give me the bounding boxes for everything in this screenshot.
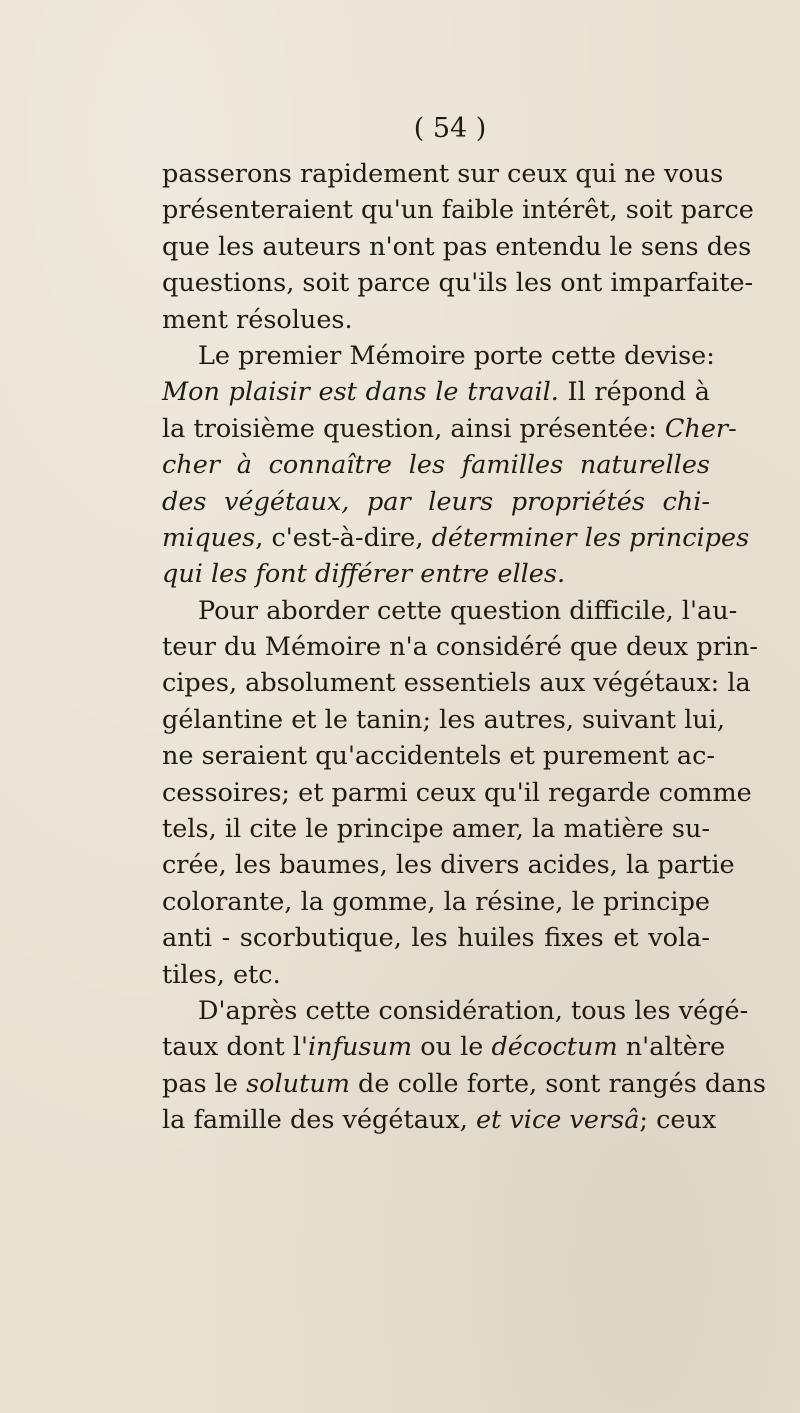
italic-text-segment: cher à connaître les familles naturelles — [162, 450, 710, 481]
text-line — [162, 957, 710, 993]
text-segment: Il répond à — [558, 377, 710, 408]
text-segment: ou le — [412, 1032, 492, 1063]
text-segment: taux dont l' — [162, 1032, 308, 1063]
text-segment: cipes, absolument essentiels aux végétaux: la — [162, 668, 751, 699]
text-segment: colorante, la gomme, la résine, le principe — [162, 886, 710, 917]
text-segment: Pour aborder cette question difficile, l'au- — [198, 595, 738, 626]
text-line — [162, 847, 735, 883]
text-line — [162, 484, 710, 520]
text-segment: ne seraient qu'accidentels et purement ac- — [162, 741, 716, 772]
text-line — [162, 447, 710, 483]
text-line — [162, 993, 749, 1029]
text-segment: anti - scorbutique, les huiles fixes et vola- — [162, 923, 710, 954]
text-line — [162, 192, 754, 228]
text-segment: questions, soit parce qu'ils les ont imparfaite- — [162, 268, 754, 299]
text-segment: tiles, etc. — [162, 959, 281, 990]
text-segment: ment résolues. — [162, 304, 353, 335]
body-text — [162, 156, 766, 1139]
text-segment: n'altère — [617, 1032, 726, 1063]
page-number: ( 54 ) — [413, 113, 487, 144]
text-line — [162, 556, 710, 592]
text-line — [162, 629, 759, 665]
text-segment: ; ceux — [639, 1105, 717, 1136]
italic-text-segment: Cher- — [664, 413, 737, 444]
italic-text-segment: et vice versâ — [475, 1105, 640, 1136]
text-segment: teur du Mémoire n'a considéré que deux prin- — [162, 632, 759, 663]
text-line — [162, 775, 752, 811]
text-segment: la troisième question, ainsi présentée: — [162, 413, 665, 444]
text-segment: la famille des végétaux, — [162, 1105, 476, 1136]
text-segment: D'après cette considération, tous les végé- — [198, 995, 749, 1026]
text-line — [162, 302, 710, 338]
text-line — [162, 738, 716, 774]
text-line — [162, 229, 752, 265]
text-line — [162, 374, 710, 410]
text-segment: passerons rapidement sur ceux qui ne vous — [162, 159, 724, 189]
text-line — [162, 593, 738, 629]
italic-text-segment: miques — [162, 522, 256, 553]
text-line — [162, 1066, 766, 1102]
text-line — [162, 520, 750, 556]
italic-text-segment: qui les font différer entre elles. — [162, 559, 566, 590]
text-segment: , c'est-à-dire, — [255, 522, 432, 553]
text-segment: présenteraient qu'un faible intérêt, soit parce — [162, 195, 754, 226]
italic-text-segment: décoctum — [491, 1032, 618, 1063]
text-line — [162, 411, 737, 447]
text-segment: de colle forte, sont rangés dans — [349, 1068, 766, 1099]
text-line — [162, 884, 710, 920]
text-segment: que les auteurs n'ont pas entendu le sens des — [162, 231, 752, 262]
text-line — [162, 811, 710, 847]
text-line — [162, 702, 725, 738]
italic-text-segment: Mon plaisir est dans le travail. — [162, 377, 559, 408]
text-segment: cessoires; et parmi ceux qu'il regarde comme — [162, 777, 752, 808]
text-segment: Le premier Mémoire porte cette devise: — [198, 340, 715, 371]
text-line — [162, 338, 715, 374]
italic-text-segment: solutum — [246, 1068, 350, 1099]
text-line — [162, 665, 751, 701]
italic-text-segment: des végétaux, par leurs propriétés chi- — [162, 486, 710, 517]
italic-text-segment: déterminer les principes — [431, 522, 750, 553]
italic-text-segment: infusum — [307, 1032, 413, 1063]
text-segment: pas le — [162, 1068, 247, 1099]
text-line — [162, 156, 724, 192]
text-segment: tels, il cite le principe amer, la matière su- — [162, 814, 710, 845]
text-segment: gélantine et le tanin; les autres, suivant lui, — [162, 704, 725, 735]
text-line — [162, 1029, 726, 1065]
text-line — [162, 265, 754, 301]
text-line — [162, 1102, 717, 1138]
text-segment: crée, les baumes, les divers acides, la partie — [162, 850, 735, 881]
text-line — [162, 920, 710, 956]
